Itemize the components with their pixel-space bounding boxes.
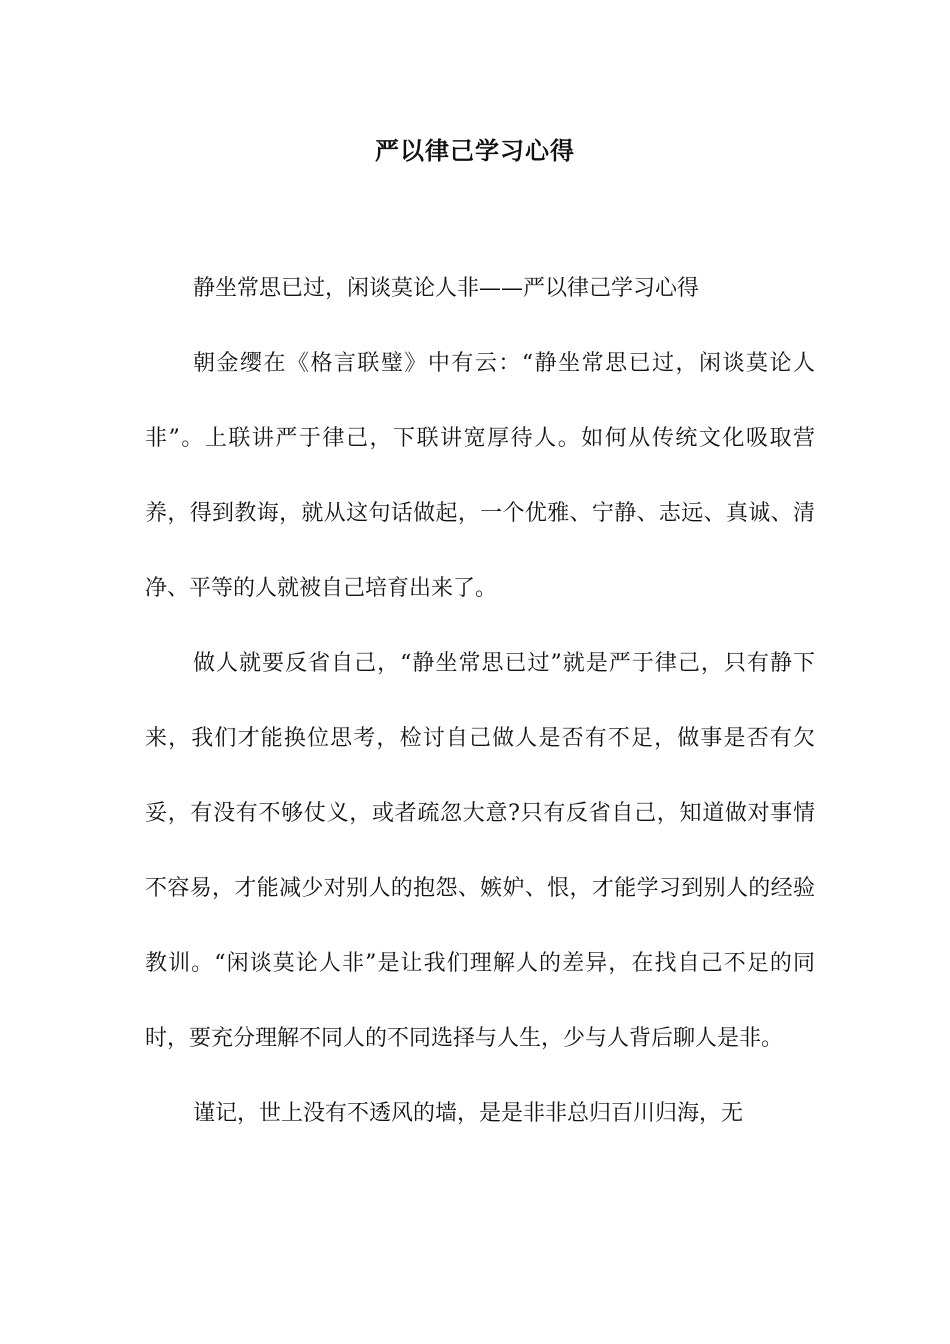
document-title: 严以律己学习心得 — [375, 137, 575, 165]
paragraph-reminder: 谨记，世上没有不透风的墙，是是非非总归百川归海，无 — [193, 1101, 744, 1126]
document-body — [145, 251, 815, 1151]
paragraph-intro: 朝金缨在《格言联璧》中有云：“静坐常思已过，闲谈莫论人非”。上联讲严于律己，下联讲宽厚待人。如何从传统文化吸取营养，得到教诲，就从这句话做起，一个优雅、宁静、志远、真诚、清净、平等的人就被自己培育出来了。 — [145, 351, 815, 601]
paragraph-reflection: 做人就要反省自己，“静坐常思已过”就是严于律己，只有静下来，我们才能换位思考，检讨自己做人是否有不足，做事是否有欠妥，有没有不够仗义，或者疏忽大意?只有反省自己，知道做对事情不容易，才能减少对别人的抱怨、嫉妒、恨，才能学习到别人的经验教训。“闲谈莫论人非”是让我们理解人的差异，在找自己不足的同时，要充分理解不同人的不同选择与人生，少与人背后聊人是非。 — [145, 651, 815, 1051]
paragraph-subtitle: 静坐常思已过，闲谈莫论人非——严以律己学习心得 — [193, 276, 700, 301]
